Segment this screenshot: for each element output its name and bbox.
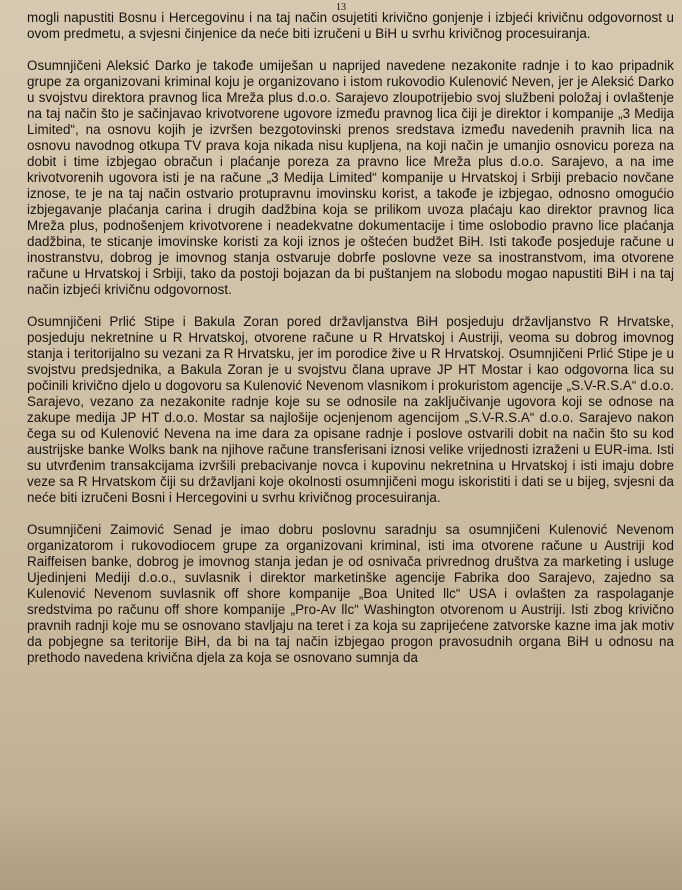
paragraph-zaimovic: Osumnjičeni Zaimović Senad je imao dobru poslovnu saradnju sa osumnjičeni Kulenović Nevenom organizatorom i rukovodiocem grupe za organizovani kriminal, isti ima otvorene račune u Austriji kod Raiffeisen banke, dobrog je imovnog stanja jedan je od osnivača privrednog društva za marketing i usluge Ujedinjeni Mediji d.o.o., suvlasnik i direktor marketinške agencije Fabrika doo Sarajevo, zajedno sa Kulenović Nevenom suvlasnik off shore kompanije „Boa United llc“ USA i ovlašten za raspolaganje sredstvima po računu off shore kompanije „Pro-Av llc“ Washington otvorenom u Austriji. Isti zbog krivično pravnih radnji koje mu se osnovano stavljaju na teret i za koja su zaprijećene zatvorske kazne ima jak motiv da pobjegne sa teritorije BiH, da bi na taj način izbjegao progon pravosudnih organa BiH u odnosu na prethodo navedena krivična djela za koja se osnovano sumnja da [27,522,674,665]
paper-shadow [0,810,682,890]
paragraph-prlic-bakula: Osumnjičeni Prlić Stipe i Bakula Zoran pored državljanstva BiH posjeduju državljanstvo R Hrvatske, posjeduju nekretnine u R Hrvatskoj, otvorene račune u R Hrvatskoj i Austriji, veoma su dobrog imovnog stanja i teritorijalno su vezani za R Hrvatsku, jer im porodice žive u R Hrvatskoj. Osumnjičeni Prlić Stipe je u svojstvu predsjednika, a Bakula Zoran je u svojstvu člana uprave JP HT Mostar i kao odgovorna lica su počinili krivično djelo u dogovoru sa Kulenović Nevenom vlasnikom i prokuristom agencije „S.V-R.S.A“ d.o.o. Sarajevo, vezano za nezakonite radnje koje su se odnosile na zaključivanje ugovora koji se odnose na zakupe medija JP HT d.o.o. Mostar sa najlošije ocjenjenom agencijom „S.V-R.S.A“ d.o.o. Sarajevo nakon čega su od Kulenović Nevena na ime dara za opisane radnje i poslove ostvarili dobit na način što su kod austrijske banke Wolks bank na njihove račune transferisani iznosi velike vrijednosti izraženi u EUR-ima. Isti su utvrđenim transakcijama izvršili prebacivanje novca i kupovinu nekretnina u Hrvatskoj i isti imaju dobre veze sa R Hrvatskom čiji su državljani koje okolnosti osumnjičeni mogu iskoristiti i dati se u bijeg, svjesni da neće biti izručeni Bosni i Hercegovini u svrhu krivičnog procesuiranja. [27,314,674,505]
page-number: 13 [336,2,346,13]
paragraph-aleksic: Osumnjičeni Aleksić Darko je takođe umiješan u naprijed navedene nezakonite radnje i to kao pripadnik grupe za organizovani kriminal koju je organizovano i istom rukovodio Kulenović Neven, jer je Aleksić Darko u svojstvu direktora pravnog lica Mreža plus d.o.o. Sarajevo zloupotrijebio svoj službeni položaj i ovlaštenje na taj način što je sačinjavao krivotvorene ugovore između pravnog lica čiji je direktor i kompanije „3 Medija Limited“, na osnovu kojih je izvršen bezgotovinski prenos sredstava između navedenih pravnih lica na osnovu navodnog otkupa TV prava koja nikada nisu kupljena, na koji način je umanjio osnovicu poreza na dobit i time izbjegao obračun i plaćanje poreza za pravno lice Mreža plus d.o.o. Sarajevo, a na ime krivotvorenih ugovora isti je na račune „3 Medija Limited“ kompanije u Hrvatskoj i Srbiji prebacio novčane iznose, te je na taj način ostvario protupravnu imovinsku korist, a takođe je izbjegao, odnosno omogućio izbjegavanje plaćanja carina i drugih dadžbina koja se prilikom uvoza plaćaju kao direktor pravnog lica Mreža plus, podnošenjem krivotvorene i neadekvatne dokumentacije i time oslobodio pravno lice plaćanja dadžbina, te sticanje imovinske koristi za koji iznos je oštećen budžet BiH. Isti takođe posjeduje račune u inostranstvu, dobrog je imovnog stanja ostvaruje dobrfe poslovne veze sa inostranstvom, ima otvorene račune u Hrvatskoj i Srbiji, tako da postoji bojazan da bi puštanjem na slobodu mogao napustiti BiH i na taj način izbjeći krivičnu odgovornost. [27,58,674,297]
paragraph-continuation: mogli napustiti Bosnu i Hercegovinu i na taj način osujetiti krivično gonjenje i izbjeći krivičnu odgovornost u ovom predmetu, a svjesni činjenice da neće biti izručeni u BiH u svrhu krivičnog procesuiranja. [27,10,674,41]
